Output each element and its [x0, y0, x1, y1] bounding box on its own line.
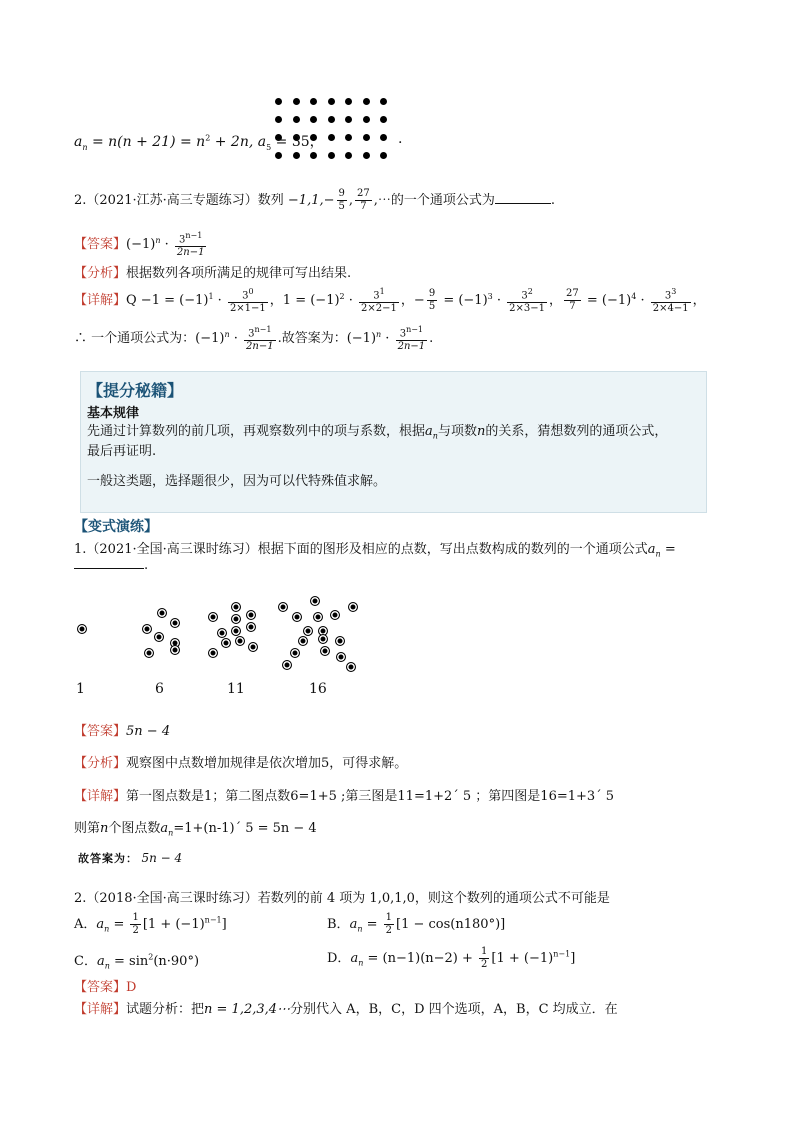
figure-dot — [330, 610, 340, 620]
figure-dot — [231, 626, 241, 636]
q2-analysis-line — [74, 262, 351, 281]
v1-answer-line: 【答案】5n − 4 — [74, 724, 171, 739]
question-2 — [74, 188, 555, 213]
figure-dot — [77, 624, 87, 634]
figure-label-1: 1 — [76, 681, 85, 697]
q2-prefix: 2.（2021·江苏·高三专题练习）数列 — [74, 193, 284, 208]
answer-blank-2 — [74, 556, 144, 569]
answer-frac: $\frac{3^{n-1}}{2n-1}$ — [176, 231, 205, 259]
option-b[interactable]: B．$a_n$ = $\frac{1}{2}$ [1 − cos(n180°)] — [327, 912, 506, 936]
grid-dot — [363, 152, 370, 159]
grid-dot — [293, 152, 300, 159]
formula-part2: + 2n, a — [210, 134, 267, 150]
grid-dot — [293, 98, 300, 105]
grid-dot — [345, 116, 352, 123]
grid-dot — [310, 116, 317, 123]
grid-dot — [345, 98, 352, 105]
answer-blank — [495, 191, 551, 204]
figure-label-4: 16 — [309, 681, 327, 697]
grid-dot — [328, 98, 335, 105]
grid-dot — [380, 98, 387, 105]
q2-frac1: $\frac{9}{5}$ — [338, 188, 345, 212]
q2-seq-end: ,⋯ — [373, 193, 391, 208]
grid-dot — [310, 152, 317, 159]
figure-dot — [292, 612, 302, 622]
figure-dot — [157, 608, 167, 618]
answer-expr: (−1) — [126, 237, 156, 253]
figure-dot — [303, 626, 313, 636]
figure-dot — [298, 636, 308, 646]
formula-sup: 2 — [205, 133, 211, 143]
figure-dot — [313, 612, 323, 622]
figure-dot — [290, 648, 300, 658]
q2-detail-line: 【详解】$Q -1 = (-1)^1$ · $\frac{3^0}{2\times 1-1}$ ，$1 = (-1)^2$ · $\frac{3^1}{2\times 2-1}$ ，− $\frac{9}{5}$ = $(-1)^3$ · $\frac{3^2}{2\times 3-1}$ ， $\frac{27}{7}$ = $(-1)^4$ · $\frac{3^3}{2\times 4-1}$ ， — [74, 287, 706, 315]
q2-conclusion-line: ∴ 一个通项公式为：$(-1)^n$ · $\frac{3^{n-1}}{2n-1}$ .故答案为：$(-1)^n$ · $\frac{3^{n-1}}{2n-1}$ . — [74, 325, 434, 353]
figure-dot — [336, 652, 346, 662]
formula-sub: n — [82, 142, 88, 152]
v1-detail-line: 【详解】第一图点数是1；第二图点数6=1+5 ;第三图是11=1+2´ 5 ；第四图是16=1+3´ 5 — [74, 789, 615, 804]
formula-a: a — [74, 134, 83, 150]
tip-box — [80, 371, 707, 513]
grid-dot — [380, 152, 387, 159]
v2-answer-line: 【答案】D — [74, 980, 137, 995]
figure-dot — [142, 624, 152, 634]
grid-dot — [345, 152, 352, 159]
figure-dot — [154, 632, 164, 642]
figure-dot — [231, 614, 241, 624]
grid-dot — [310, 98, 317, 105]
grid-dot — [380, 134, 387, 141]
top-formula-period: . — [398, 131, 403, 147]
grid-dot — [363, 116, 370, 123]
v1-final-line: 故答案为： 5n − 4 — [78, 851, 183, 865]
q2-frac2: $\frac{27}{7}$ — [357, 188, 370, 212]
tip-title: 【提分秘籍】 — [87, 381, 184, 400]
figure-dot — [278, 602, 288, 612]
figure-dot — [348, 602, 358, 612]
figure-dot — [217, 628, 227, 638]
q2-answer-line — [74, 230, 208, 259]
v1-analysis-line: 【分析】观察图中点数增加规律是依次增加5，可得求解。 — [74, 756, 408, 771]
grid-dot — [328, 152, 335, 159]
figure-dot — [248, 642, 258, 652]
detail-tag: 【详解】 — [74, 293, 127, 309]
figure-label-3: 11 — [227, 681, 245, 697]
grid-dot — [328, 116, 335, 123]
answer-sup: n — [155, 235, 161, 245]
tip-para2: 一般这类题，选择题很少，因为可以代特殊值求解。 — [87, 474, 387, 489]
grid-dot — [275, 116, 282, 123]
figure-dot — [318, 634, 328, 644]
figure-dot — [282, 660, 292, 670]
figure-dot — [320, 646, 330, 656]
answer-dot: · — [160, 237, 173, 253]
formula-sub5: 5 — [266, 142, 272, 152]
analysis-tag: 【分析】 — [74, 266, 127, 281]
q2-suffix: 的一个通项公式为 — [390, 193, 495, 208]
top-formula — [74, 131, 324, 152]
figure-dot — [246, 610, 256, 620]
variant-question-1: 1.（2021·全国·高三课时练习）根据下面的图形及相应的点数，写出点数构成的数列的一个通项公式$a_n$ = — [74, 542, 676, 559]
variant-question-2: 2.（2018·全国·高三课时练习）若数列的前 4 项为 1,0,1,0，则这个数列的通项公式不可能是 — [74, 891, 610, 906]
figure-dot — [335, 636, 345, 646]
figure-dot — [246, 622, 256, 632]
v1-general-line: 则第n个图点数$a_n=1+(n-1)´$ 5 = 5n − 4 — [74, 821, 317, 838]
figure-dot — [170, 645, 180, 655]
tip-para1-cont: 最后再证明. — [87, 444, 157, 459]
option-c[interactable]: C．$a_n = \sin^2(n\cdot 90^\circ)$ — [74, 952, 200, 971]
grid-dot — [275, 152, 282, 159]
q2-seq-start: −1,1,− — [287, 193, 335, 208]
dot-star-figures — [70, 590, 370, 670]
grid-dot — [293, 116, 300, 123]
grid-dot — [275, 98, 282, 105]
q2-seq-mid: , — [348, 193, 354, 208]
grid-dot — [363, 98, 370, 105]
figure-dot — [231, 602, 241, 612]
figure-dot — [235, 636, 245, 646]
figure-dot — [170, 618, 180, 628]
tip-para1: 先通过计算数列的前几项，再观察数列中的项与系数，根据$a_n$与项数n的关系，猜想数列的通项公式， — [87, 424, 668, 441]
grid-dot — [345, 134, 352, 141]
formula-comma: ， — [309, 134, 324, 150]
figure-dot — [346, 662, 356, 672]
grid-dot — [380, 116, 387, 123]
variant-q1-blank: . — [74, 556, 148, 573]
figure-dot — [221, 638, 231, 648]
grid-dot — [363, 134, 370, 141]
answer-tag: 【答案】 — [74, 237, 127, 253]
figure-label-2: 6 — [155, 681, 164, 697]
formula-part3: = 35 — [271, 134, 310, 150]
option-d[interactable]: D．$a_n = (n-1)(n-2)$ + $\frac{1}{2}$ $[1 + (-1)^{n-1}]$ — [327, 946, 576, 970]
grid-dot — [328, 134, 335, 141]
v2-detail-line: 【详解】试题分析：把n = 1,2,3,4⋯分别代入 A，B，C，D 四个选项，A，B，C 均成立．在 — [74, 1002, 618, 1017]
figure-dot — [310, 596, 320, 606]
variant-title: 【变式演练】 — [74, 519, 158, 535]
tip-heading: 基本规律 — [87, 406, 140, 421]
formula-part1: = n(n + 21) = n — [87, 134, 206, 150]
analysis-text: 根据数列各项所满足的规律可写出结果. — [126, 266, 352, 281]
figure-dot — [208, 648, 218, 658]
option-a[interactable]: A．$a_n$ = $\frac{1}{2}$ $[1 + (-1)^{n-1}]$ — [74, 912, 227, 936]
figure-dot — [144, 648, 154, 658]
q2-period: . — [550, 193, 556, 208]
figure-dot — [208, 612, 218, 622]
